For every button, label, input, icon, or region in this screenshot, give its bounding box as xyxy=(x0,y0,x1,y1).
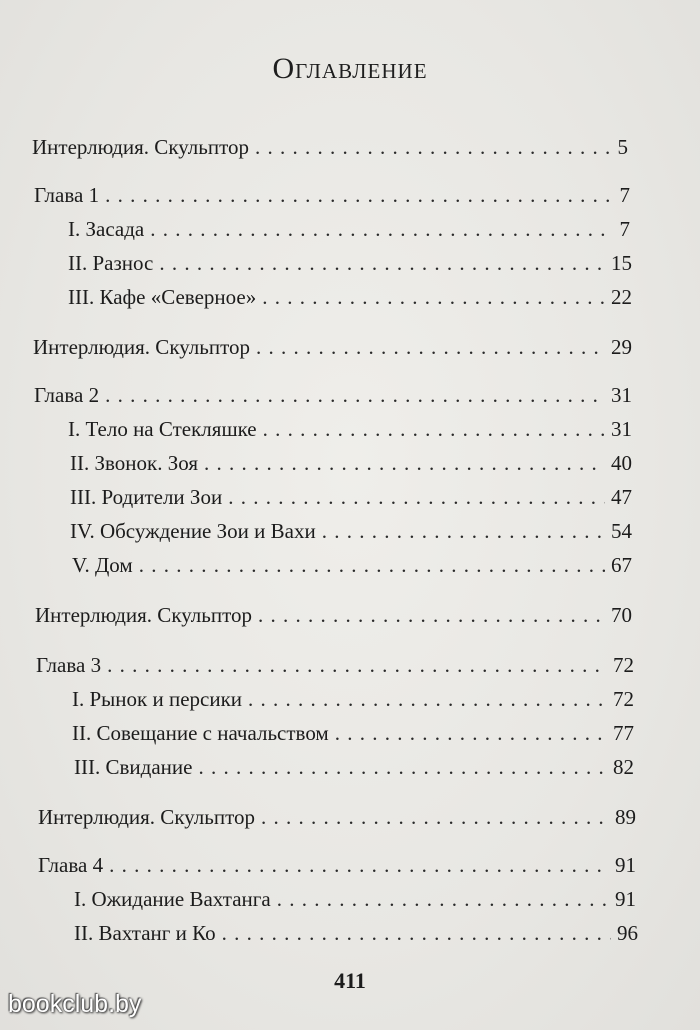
toc-entry-label: I. Тело на Стекляшке xyxy=(68,417,257,441)
toc-entry-page: 5 xyxy=(617,135,628,159)
toc-entry-label: Интерлюдия. Скульптор xyxy=(32,135,249,159)
toc-entry-label: II. Звонок. Зоя xyxy=(70,451,198,475)
toc-entry-label: III. Родители Зои xyxy=(70,485,223,509)
dot-leader xyxy=(322,518,605,544)
page-number: 411 xyxy=(334,968,366,993)
dot-leader xyxy=(228,484,605,510)
toc-entry-label: III. Свидание xyxy=(74,755,193,779)
toc-entry-label: Интерлюдия. Скульптор xyxy=(33,335,250,359)
toc-entry-page: 29 xyxy=(611,335,632,359)
toc-entry-label: Интерлюдия. Скульптор xyxy=(35,603,252,627)
toc-entry-label: III. Кафе «Северное» xyxy=(68,285,257,309)
toc-entry-label: V. Дом xyxy=(72,553,133,577)
toc-entry-page: 77 xyxy=(613,721,634,745)
toc-entry-page: 70 xyxy=(611,603,632,627)
dot-leader xyxy=(335,720,607,746)
toc-entry-chapter-1 xyxy=(34,182,630,208)
toc-entry-label: IV. Обсуждение Зои и Вахи xyxy=(70,519,316,543)
toc-entry-chapter-2 xyxy=(34,382,632,408)
toc-entry-label: Глава 3 xyxy=(36,653,102,677)
toc-entry-interlude-1 xyxy=(32,134,628,160)
toc-entry-page: 67 xyxy=(611,553,632,577)
toc-entry-interlude-2 xyxy=(33,334,632,360)
toc-entry-page: 72 xyxy=(613,687,634,711)
toc-entry-section xyxy=(70,518,632,544)
toc-entry-page: 15 xyxy=(611,251,632,275)
toc-entry-page: 47 xyxy=(611,485,632,509)
toc-entry-label: Глава 4 xyxy=(38,853,104,877)
dot-leader xyxy=(105,182,613,208)
toc-entry-page: 31 xyxy=(611,383,632,407)
toc-entry-page: 7 xyxy=(619,183,630,207)
toc-entry-label: I. Ожидание Вахтанга xyxy=(74,887,271,911)
dot-leader xyxy=(107,652,607,678)
dot-leader xyxy=(150,216,613,242)
dot-leader xyxy=(256,334,605,360)
toc-entry-interlude-4 xyxy=(38,804,636,830)
dot-leader xyxy=(222,920,611,946)
toc-entry-page: 54 xyxy=(611,519,632,543)
toc-entry-label: II. Совещание с начальством xyxy=(72,721,329,745)
dot-leader xyxy=(139,552,605,578)
dot-leader xyxy=(159,250,605,276)
toc-entry-section xyxy=(72,552,632,578)
toc-entry-interlude-3 xyxy=(35,602,632,628)
toc-entry-page: 96 xyxy=(617,921,638,945)
toc-entry-section xyxy=(72,686,634,712)
toc-entry-chapter-4 xyxy=(38,852,636,878)
toc-entry-label: I. Засада xyxy=(68,217,145,241)
toc-entry-section xyxy=(74,920,638,946)
dot-leader xyxy=(263,416,605,442)
dot-leader xyxy=(204,450,605,476)
toc-entry-section xyxy=(68,416,632,442)
dot-leader xyxy=(262,284,605,310)
toc-entry-label: Глава 2 xyxy=(34,383,100,407)
dot-leader xyxy=(248,686,607,712)
toc-entry-label: Интерлюдия. Скульптор xyxy=(38,805,255,829)
toc-entry-label: Глава 1 xyxy=(34,183,100,207)
toc-entry-label: II. Разнос xyxy=(68,251,154,275)
site-watermark: bookclub.by xyxy=(8,990,142,1018)
toc-entry-section xyxy=(68,284,632,310)
toc-entry-section xyxy=(74,886,636,912)
toc-entry-section xyxy=(70,484,632,510)
toc-entry-section xyxy=(74,754,634,780)
dot-leader xyxy=(255,134,612,160)
toc-entry-section xyxy=(68,250,632,276)
toc-entry-page: 31 xyxy=(611,417,632,441)
dot-leader xyxy=(105,382,605,408)
toc-entry-page: 82 xyxy=(613,755,634,779)
toc-entry-label: I. Рынок и персики xyxy=(72,687,243,711)
dot-leader xyxy=(261,804,609,830)
toc-entry-section xyxy=(68,216,630,242)
toc-entry-page: 91 xyxy=(615,853,636,877)
dot-leader xyxy=(109,852,609,878)
toc-entry-page: 91 xyxy=(615,887,636,911)
dot-leader xyxy=(277,886,609,912)
toc-entry-section xyxy=(70,450,632,476)
toc-entry-page: 89 xyxy=(615,805,636,829)
toc-entry-section xyxy=(72,720,634,746)
toc-entry-page: 7 xyxy=(619,217,630,241)
toc-entry-chapter-3 xyxy=(36,652,634,678)
toc-entry-page: 40 xyxy=(611,451,632,475)
dot-leader xyxy=(258,602,605,628)
toc-entry-page: 22 xyxy=(611,285,632,309)
dot-leader xyxy=(198,754,607,780)
toc-entry-page: 72 xyxy=(613,653,634,677)
toc-heading: Оглавление xyxy=(272,52,428,85)
toc-entry-label: II. Вахтанг и Ко xyxy=(74,921,216,945)
